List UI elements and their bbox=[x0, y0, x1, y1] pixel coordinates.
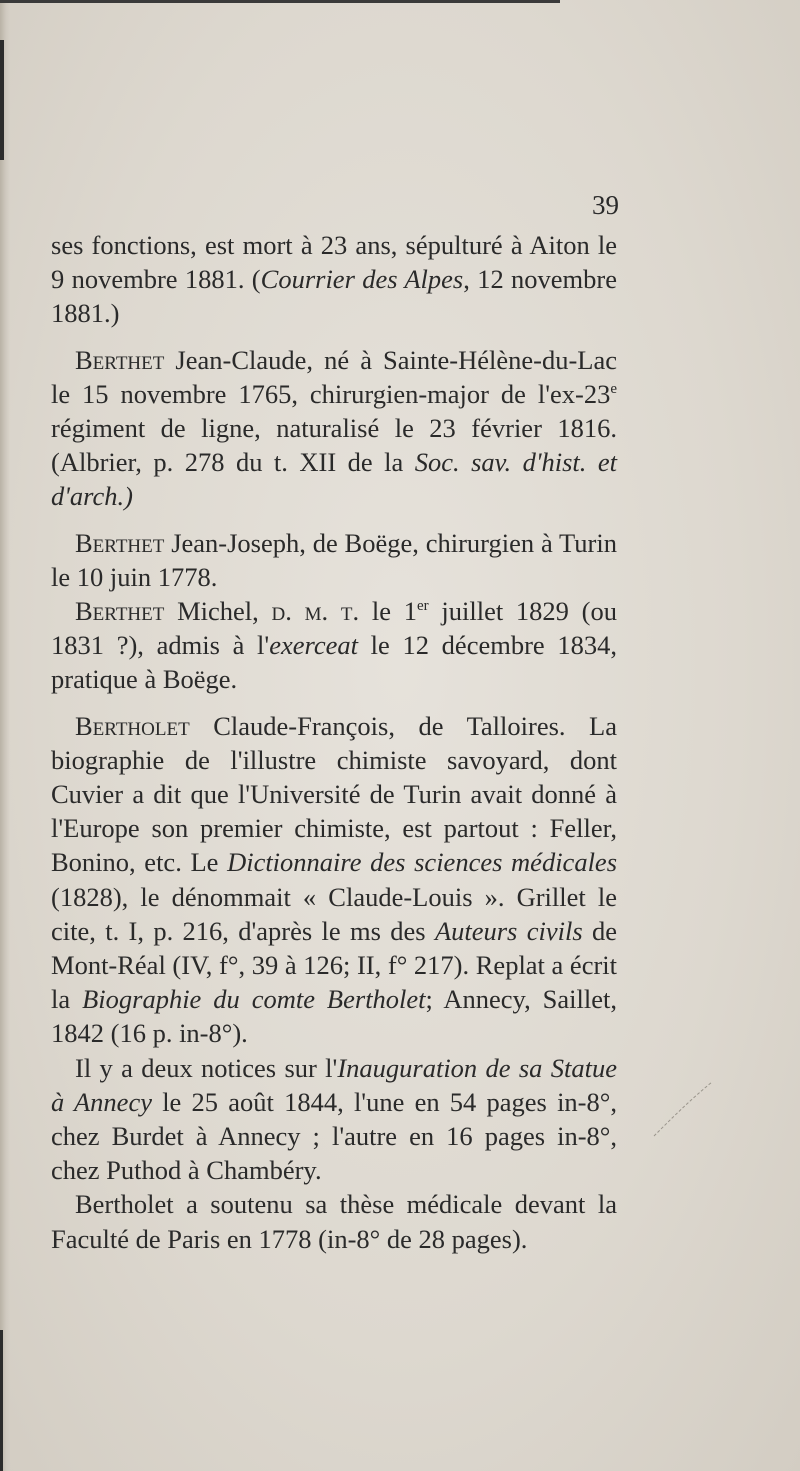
binding-shadow bbox=[0, 0, 10, 1471]
text-run: régiment de ligne, naturalisé le 23 février 1816. (Albrier, p. 278 du t. XII de la bbox=[51, 413, 617, 478]
text-run: le 25 août 1844, l'une en 54 pages in-8°, chez Burdet à Annecy ; l'autre en 16 pages in-8°, chez Puthod à Chambéry. bbox=[51, 1086, 617, 1186]
text-run: , 12 novembre 1881.) bbox=[51, 264, 617, 329]
paragraph-thesis bbox=[51, 1187, 617, 1255]
text-run: Bertholet a soutenu sa thèse médicale devant la Faculté de Paris en 1778 (in-8° de 28 pages). bbox=[51, 1189, 617, 1254]
top-edge-rule bbox=[0, 0, 560, 3]
superscript: er bbox=[416, 598, 429, 615]
publication-title: Soc. sav. d'hist. et d'arch.) bbox=[51, 447, 617, 512]
journal-title: Courrier des Alpes bbox=[260, 264, 464, 295]
text-run: (1828), le dénommait « Claude-Louis ». Grillet le cite, t. I, p. 216, d'après le ms des bbox=[51, 881, 617, 946]
text-run: Jean-Claude, né à Sainte-Hélène-du-Lac le 15 novembre 1765, chirurgien-major de l'ex-23 bbox=[51, 344, 617, 409]
publication-title: Dictionnaire des sciences médicales bbox=[227, 847, 618, 878]
publication-title: Inauguration de sa Statue à Annecy bbox=[51, 1052, 617, 1117]
text-run: Claude-François, de Talloires. La biographie de l'illustre chimiste savoyard, dont Cuvier a dit que l'Université de Turin avait donné à l'Europe son premier chimiste, est partout : Feller, Bonino, etc. Le bbox=[51, 710, 617, 878]
entry-berthet-michel bbox=[51, 594, 617, 697]
text-run: de Mont-Réal (IV, f°, 39 à 126; II, f° 217). Replat a écrit la bbox=[51, 915, 618, 1015]
text-run: le 1 bbox=[359, 596, 417, 627]
text-run: Michel, bbox=[164, 596, 272, 627]
entry-surname: Berthet bbox=[75, 527, 165, 558]
text-run: juillet 1829 (ou 1831 ?), admis à l' bbox=[51, 596, 617, 661]
degree-abbreviation: d. m. t. bbox=[271, 596, 360, 627]
text-run: Il y a deux notices sur l' bbox=[75, 1052, 338, 1083]
text-run: ses fonctions, est mort à 23 ans, sépulturé à Aiton le 9 novembre 1881. ( bbox=[51, 230, 617, 295]
entry-berthet-jean-claude bbox=[51, 343, 617, 514]
entry-surname: Bertholet bbox=[75, 710, 190, 741]
paragraph-inauguration-notices bbox=[51, 1051, 617, 1188]
text-run: le 12 décembre 1834, pratique à Boëge. bbox=[51, 630, 617, 695]
superscript: e bbox=[610, 380, 617, 397]
entry-berthet-jean-joseph bbox=[51, 526, 617, 594]
text-block bbox=[51, 228, 617, 1256]
publication-title: Biographie du comte Bertholet bbox=[82, 984, 426, 1015]
pencil-mark bbox=[652, 1078, 714, 1138]
publication-title: Auteurs civils bbox=[434, 915, 583, 946]
entry-surname: Berthet bbox=[75, 344, 165, 375]
text-run: Jean-Joseph, de Boëge, chirurgien à Turin le 10 juin 1778. bbox=[51, 527, 617, 592]
left-edge-mark-bottom bbox=[0, 1330, 3, 1471]
left-edge-mark-top bbox=[0, 40, 4, 160]
text-run: ; Annecy, Saillet, 1842 (16 p. in-8°). bbox=[51, 984, 617, 1049]
latin-term: exerceat bbox=[269, 630, 358, 661]
entry-surname: Berthet bbox=[75, 596, 165, 627]
page-number: 39 bbox=[592, 190, 619, 220]
entry-bertholet-claude-francois bbox=[51, 709, 617, 1051]
paragraph-continuation bbox=[51, 228, 617, 331]
